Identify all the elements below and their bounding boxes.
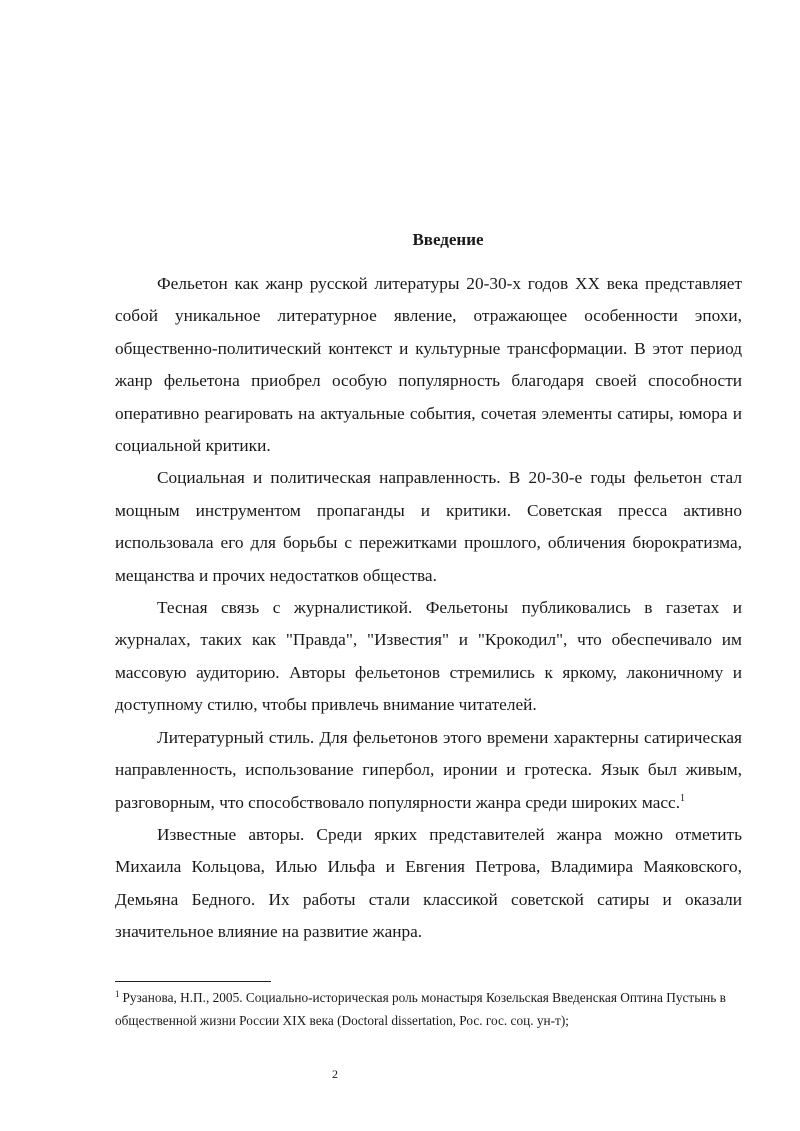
paragraph-authors: Известные авторы. Среди ярких представителей жанра можно отметить Михаила Кольцова, Илью Ильфа и Евгения Петрова, Владимира Маяковского, Демьяна Бедного. Их работы стали классикой советской сатиры и оказали значительное влияние на развитие жанра. bbox=[115, 824, 742, 942]
body-text bbox=[115, 268, 742, 949]
paragraph-social-political: Социальная и политическая направленность. В 20-30-е годы фельетон стал мощным инструментом пропаганды и критики. Советская пресса активно использовала его для борьбы с пережитками прошлого, обличения бюрократизма, мещанства и прочих недостатков общества. bbox=[115, 468, 742, 585]
paragraph-literary-style-text: Литературный стиль. Для фельетонов этого времени характерны сатирическая направленность, использование гипербол, иронии и гротеска. Язык был живым, разговорным, что способствовало популярности жанра среди широких масс. bbox=[115, 727, 742, 812]
paragraph-intro: Фельетон как жанр русской литературы 20-30-х годов XX века представляет собой уникальное литературное явление, отражающее особенности эпохи, общественно-политический контекст и культурные трансформации. В этот период жанр фельетона приобрел особую популярность благодаря своей способности оперативно реагировать на актуальные события, сочетая элементы сатиры, юмора и социальной критики. bbox=[115, 274, 742, 456]
footnote bbox=[115, 986, 755, 1032]
footnote-separator bbox=[115, 981, 271, 982]
paragraph-literary-style bbox=[115, 722, 742, 819]
footnote-text: Рузанова, Н.П., 2005. Социально-историческая роль монастыря Козельская Введенская Оптина Пустынь в общественной жизни России XIX века (Doctoral dissertation, Рос. гос. соц. ун-т); bbox=[115, 990, 726, 1028]
section-title: Введение bbox=[412, 230, 484, 249]
footnote-reference[interactable]: 1 bbox=[680, 792, 686, 804]
paragraph-journalism: Тесная связь с журналистикой. Фельетоны публиковались в газетах и журналах, таких как "Правда", "Известия" и "Крокодил", что обеспечивало им массовую аудиторию. Авторы фельетонов стремились к яркому, лаконичному и доступному стилю, чтобы привлечь внимание читателей. bbox=[115, 598, 742, 715]
page-number: 2 bbox=[332, 1067, 338, 1081]
footnote-number: 1 bbox=[115, 988, 120, 999]
